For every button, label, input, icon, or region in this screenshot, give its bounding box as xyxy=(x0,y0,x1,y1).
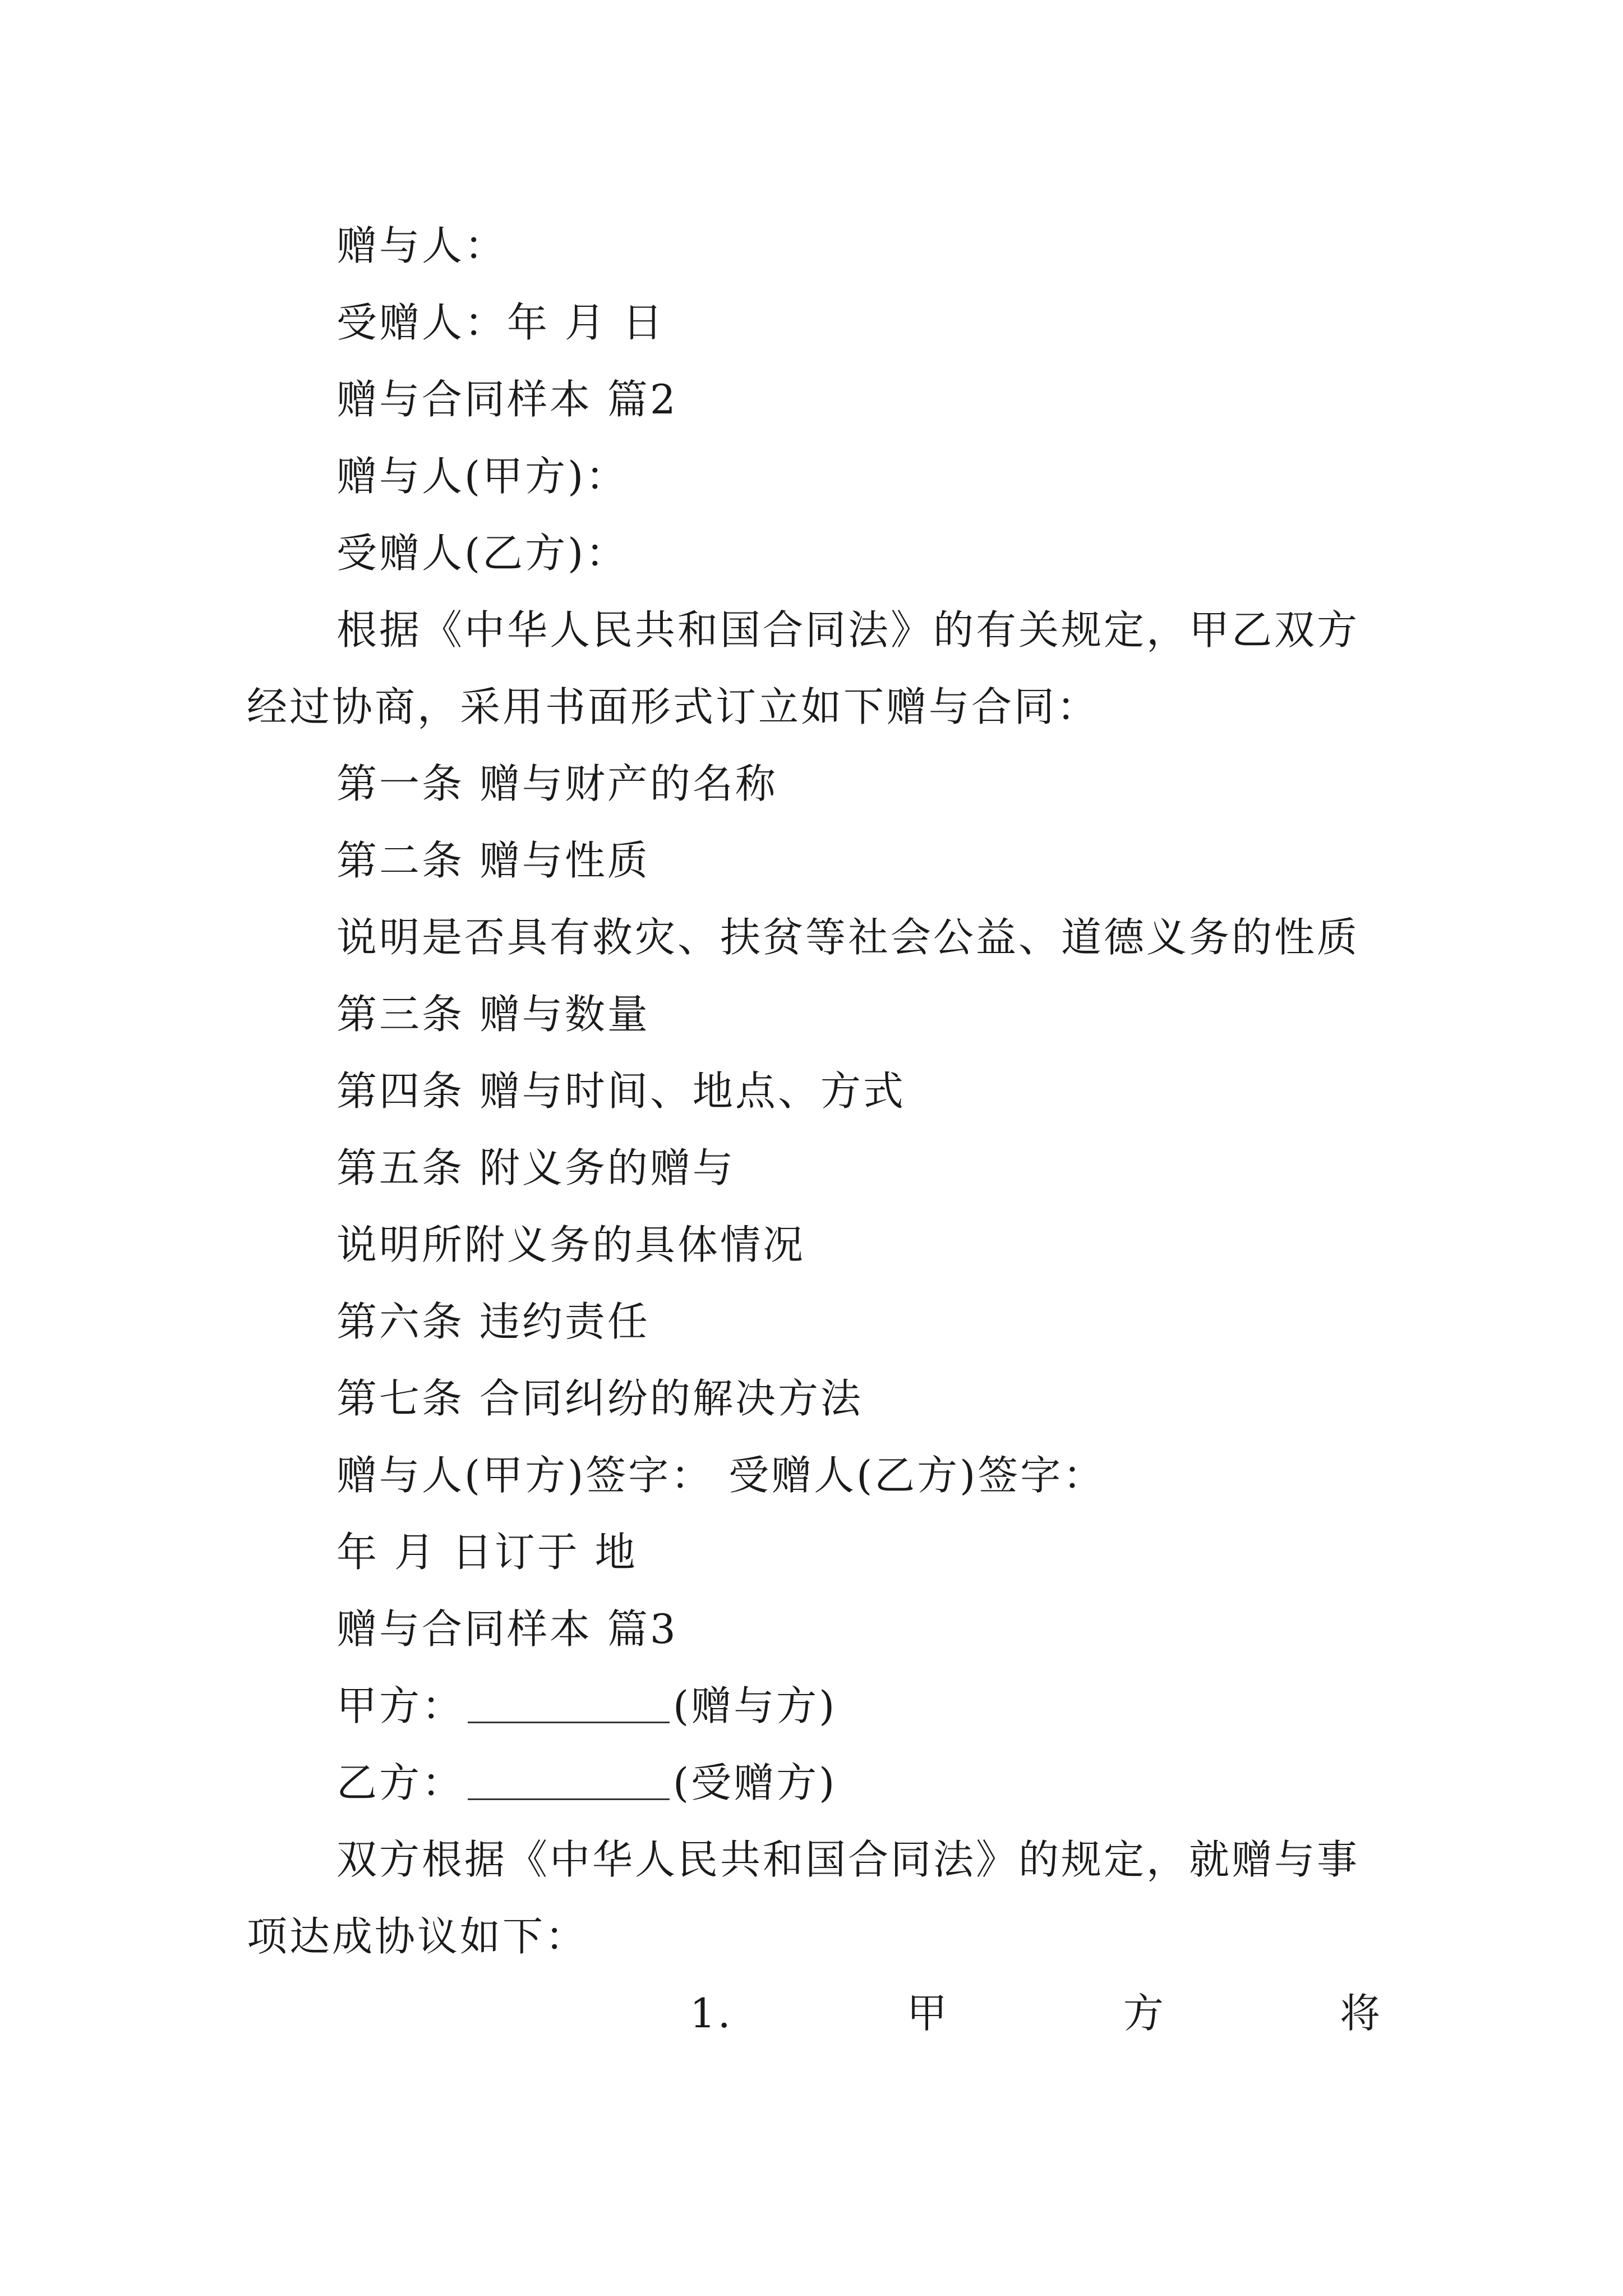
party-a-label: 甲方： xyxy=(336,1682,465,1729)
article-1: 第一条 赠与财产的名称 xyxy=(336,760,778,807)
item-1-number: 1. xyxy=(690,1990,733,2037)
document-body xyxy=(247,208,1385,2052)
section-heading-2: 赠与合同样本 篇2 xyxy=(336,376,678,423)
party-a-line xyxy=(247,1668,1385,1745)
signing-date-place: 年 月 日订于 地 xyxy=(336,1529,638,1576)
item-1-line xyxy=(247,1975,1382,2052)
article-2: 第二条 赠与性质 xyxy=(336,837,650,884)
article-2-note: 说明是否具有救灾、扶贫等社会公益、道德义务的性质 xyxy=(336,914,1360,961)
agreement-line-2: 项达成协议如下： xyxy=(247,1913,588,1960)
recipient-party-b-line: 受赠人(乙方)： xyxy=(336,530,629,577)
article-7: 第七条 合同纠纷的解决方法 xyxy=(336,1375,863,1422)
signature-line: 赠与人(甲方)签字： 受赠人(乙方)签字： xyxy=(336,1452,1106,1499)
donor-party-a-line: 赠与人(甲方)： xyxy=(336,453,629,500)
agreement-line-1: 双方根据《中华人民共和国合同法》的规定，就赠与事 xyxy=(336,1836,1360,1883)
recipient-date-line: 受赠人：年 月 日 xyxy=(336,299,665,346)
party-a-role: (赠与方) xyxy=(673,1682,837,1729)
preamble-line-1: 根据《中华人民共和国合同法》的有关规定，甲乙双方 xyxy=(336,606,1360,654)
item-1-word-2: 方 xyxy=(1123,1990,1166,2037)
party-b-line xyxy=(247,1745,1385,1821)
party-b-role: (受赠方) xyxy=(673,1759,837,1806)
article-5-note: 说明所附义务的具体情况 xyxy=(336,1221,806,1268)
party-b-label: 乙方： xyxy=(336,1759,465,1806)
item-1-word-1: 甲 xyxy=(906,1990,949,2037)
article-5: 第五条 附义务的赠与 xyxy=(336,1144,735,1191)
donor-line: 赠与人： xyxy=(336,222,508,269)
party-a-blank[interactable] xyxy=(468,1688,670,1723)
article-3: 第三条 赠与数量 xyxy=(336,991,650,1038)
section-heading-3: 赠与合同样本 篇3 xyxy=(336,1605,678,1653)
article-6: 第六条 违约责任 xyxy=(336,1298,650,1345)
preamble-line-2: 经过协商，采用书面形式订立如下赠与合同： xyxy=(247,683,1100,730)
item-1-word-3: 将 xyxy=(1339,1990,1382,2037)
party-b-blank[interactable] xyxy=(468,1765,670,1800)
article-4: 第四条 赠与时间、地点、方式 xyxy=(336,1068,906,1115)
